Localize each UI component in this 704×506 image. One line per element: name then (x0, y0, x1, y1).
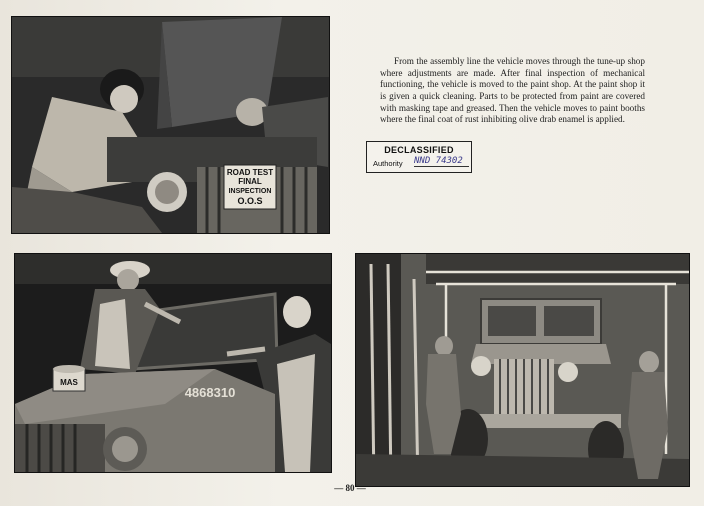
caption-paragraph: From the assembly line the vehicle moves through the tune-up shop where adjustments are made. After final inspection of mechanical functioning, the vehicle is moved to the paint shop. At the paint shop it is given a quick cleaning. Parts to be protected from paint are covered with masking tape and greased. Then the vehicle moves to paint booths where the final coat of rust inhibiting olive drab enamel is applied. (380, 56, 645, 125)
page-number: — 80 — (334, 483, 366, 493)
stamp-authority-label: Authority (373, 159, 403, 168)
photo-masking-tape (14, 253, 332, 473)
sign-line-4: O.O.S (237, 196, 263, 206)
stamp-authority-number: NND 74302 (414, 156, 469, 167)
photo-tune-up-shop (11, 16, 330, 234)
declassified-stamp (366, 141, 472, 173)
sign-line-2: FINAL (238, 177, 262, 186)
stamp-title: DECLASSIFIED (384, 145, 454, 155)
sign-line-3: INSPECTION (228, 188, 272, 195)
can-label: MAS (60, 378, 78, 387)
photo-paint-booth (355, 253, 690, 487)
sign-line-1: ROAD TEST (226, 168, 274, 177)
hood-number: 4868310 (184, 385, 236, 400)
